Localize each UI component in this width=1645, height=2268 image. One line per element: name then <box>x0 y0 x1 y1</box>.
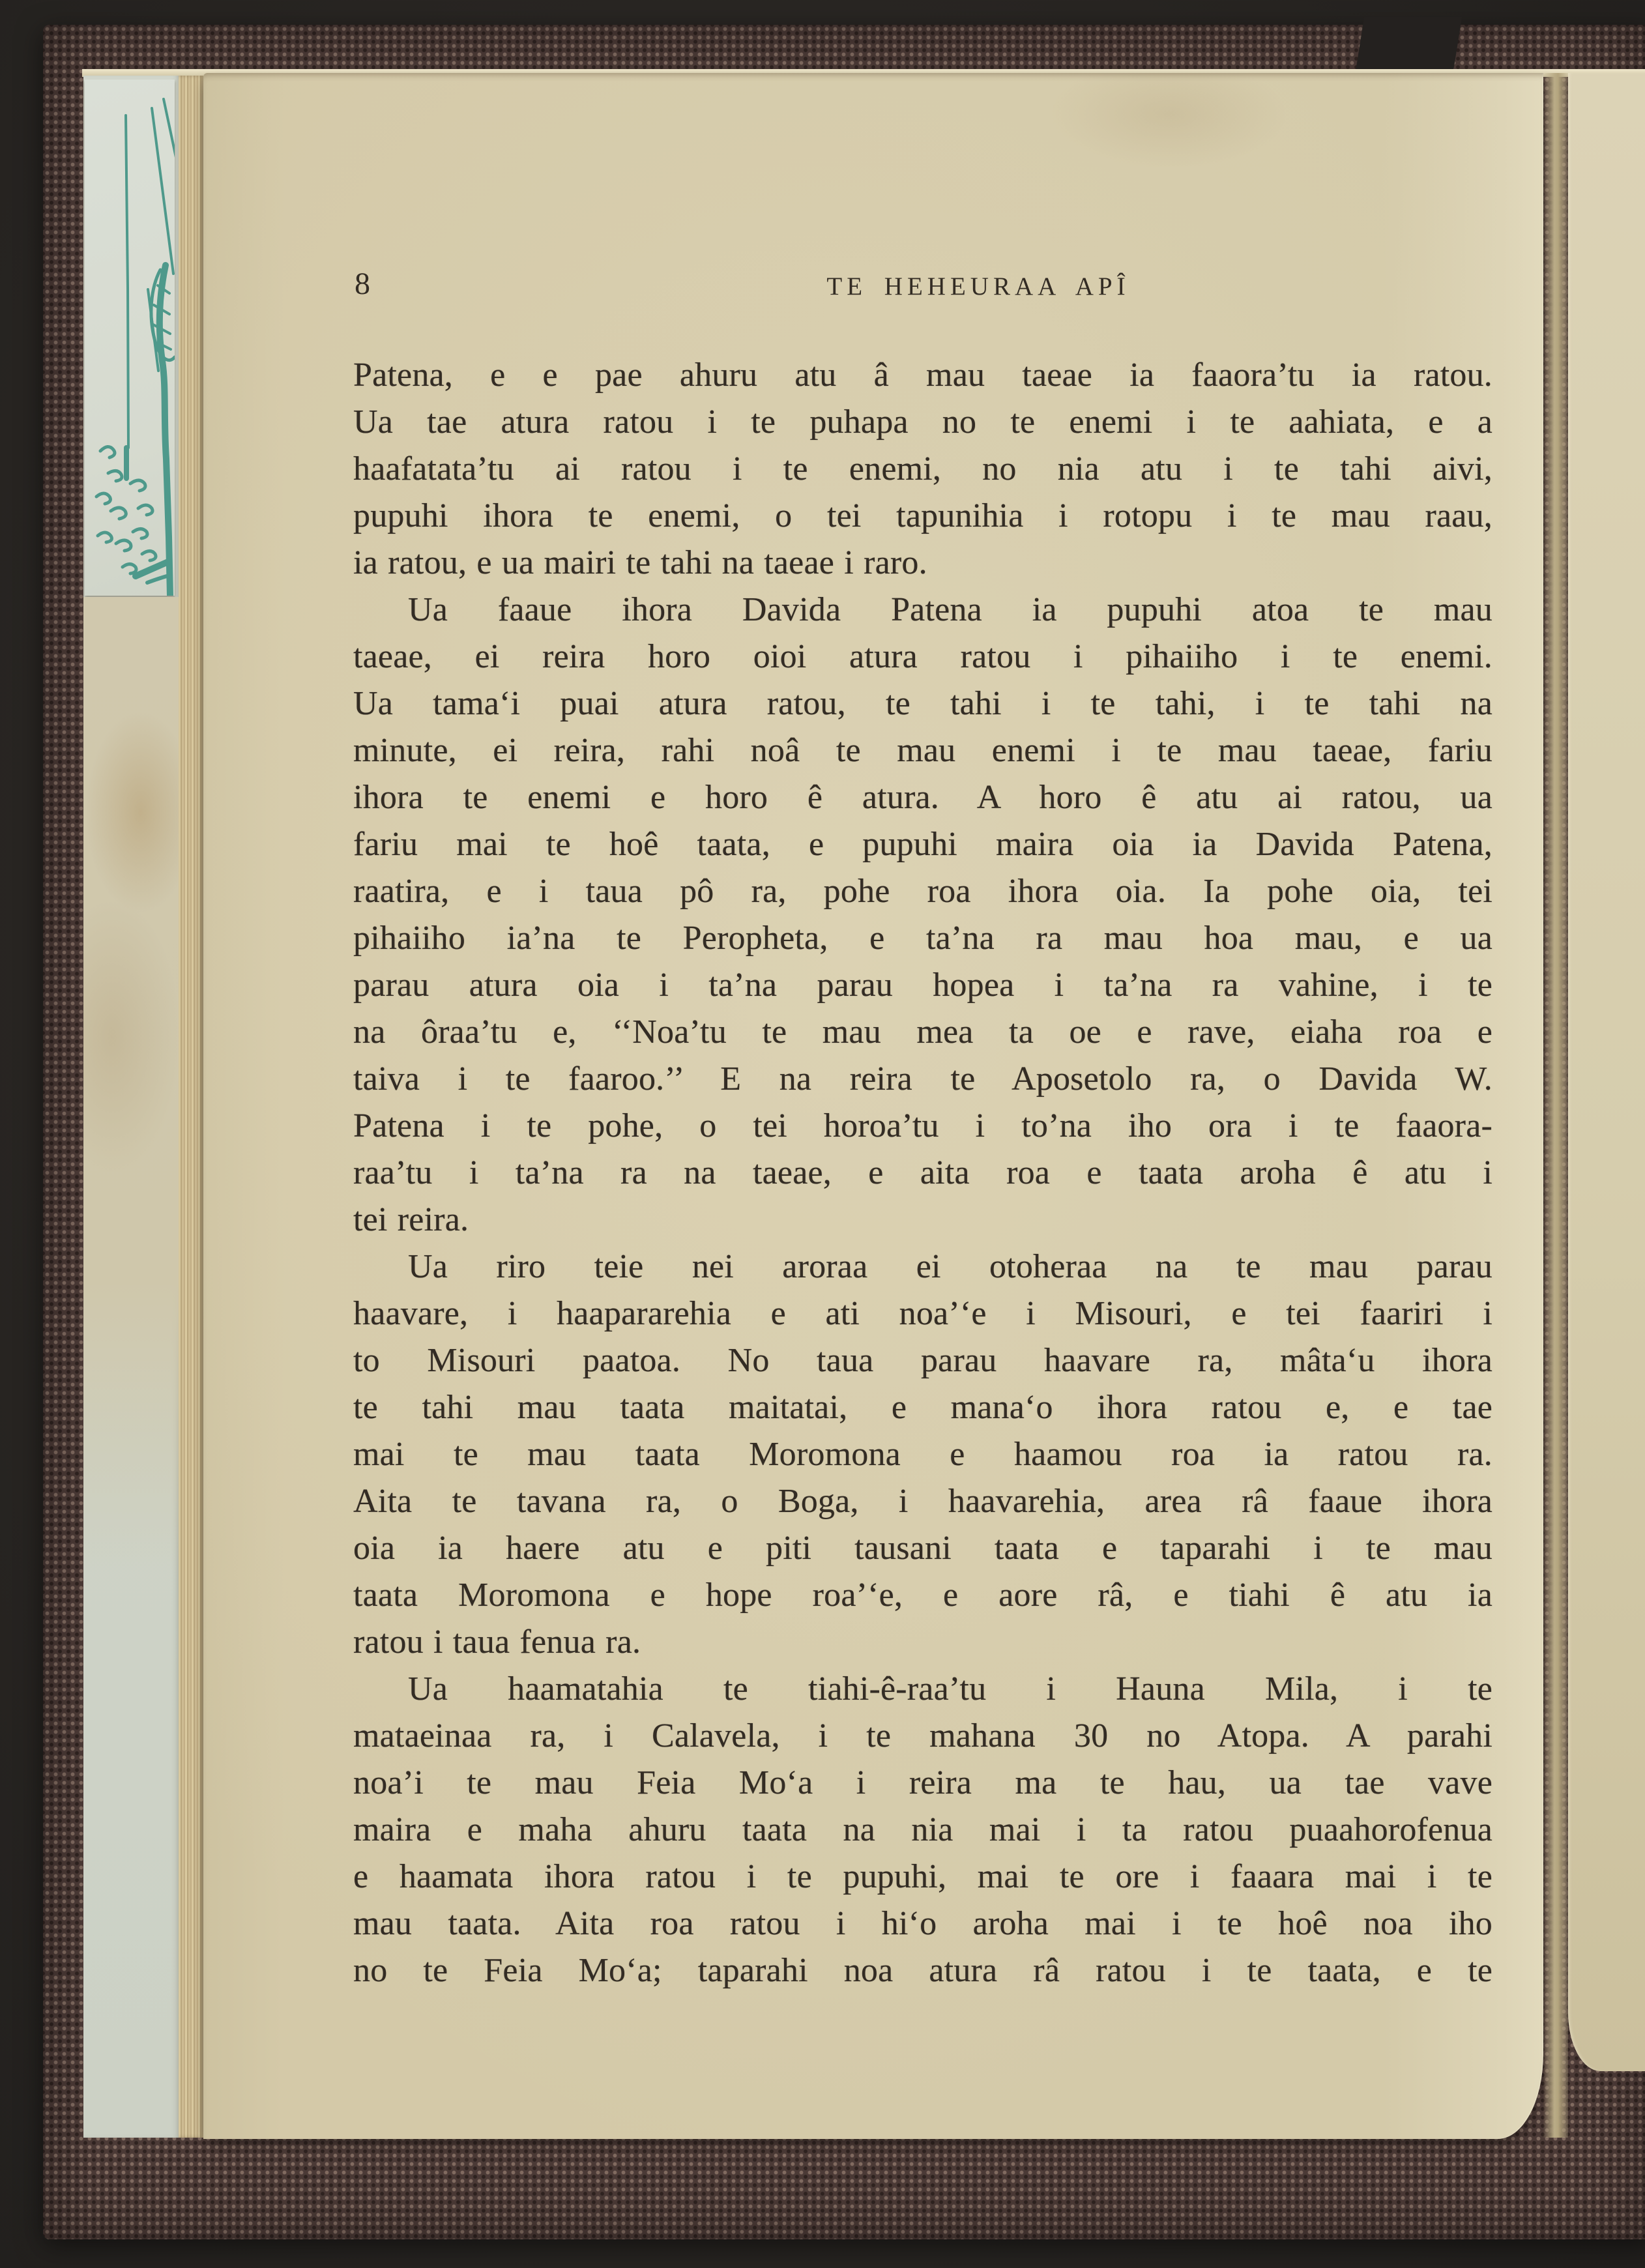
text-line: noa’i te mau Feia Mo‘a i reira ma te hau, ua tae vave <box>353 1764 1492 1801</box>
text-line: taiva i te faaroo.’’ E na reira te Aposetolo ra, o Davida W. <box>353 1060 1492 1098</box>
facing-page-sliver <box>1568 73 1645 2071</box>
text-line: taata Moromona e hope roa’‘e, e aore râ, e tiahi ê atu ia <box>353 1577 1492 1614</box>
text-line: maira e maha ahuru taata na nia mai i ta ratou puaahorofenua <box>353 1811 1492 1848</box>
gutter-crease <box>1543 73 1568 2138</box>
text-line: Patena, e e pae ahuru atu â mau taeae ia faaora’tu ia ratou. <box>353 356 1492 394</box>
endpaper-strip <box>83 76 179 2138</box>
text-line: ia ratou, e ua mairi te tahi na taeae i raro. <box>353 544 927 581</box>
text-line: pihaiiho ia’na te Peropheta, e ta’na ra mau hoa mau, e ua <box>353 920 1492 957</box>
text-line: ratou i taua fenua ra. <box>353 1623 641 1661</box>
text-line: mataeinaa ra, i Calavela, i te mahana 30 no Atopa. A parahi <box>353 1717 1492 1754</box>
text-line: taeae, ei reira horo oioi atura ratou i pihaiiho i te enemi. <box>353 638 1492 675</box>
text-line: haafatata’tu ai ratou i te enemi, no nia atu i te tahi aivi, <box>353 450 1492 487</box>
botanical-sketch <box>85 80 175 596</box>
text-line: parau atura oia i ta’na parau hopea i ta’na ra vahine, i te <box>353 967 1492 1004</box>
text-line: Aita te tavana ra, o Boga, i haavarehia, area râ faaue ihora <box>353 1483 1492 1520</box>
book-page <box>203 73 1543 2139</box>
text-line: mai te mau taata Moromona e haamou roa ia ratou ra. <box>353 1436 1492 1473</box>
text-line: mau taata. Aita roa ratou i hi‘o aroha mai i te hoê noa iho <box>353 1905 1492 1942</box>
page-number: 8 <box>355 267 370 301</box>
frontispiece-plate <box>85 80 175 596</box>
text-line: Ua haamatahia te tiahi-ê-raa’tu i Hauna Mila, i te <box>408 1670 1492 1708</box>
text-line: Patena i te pohe, o tei horoa’tu i to’na iho ora i te faaora- <box>353 1107 1492 1144</box>
text-line: e haamata ihora ratou i te pupuhi, mai te ore i faaara mai i te <box>353 1858 1492 1895</box>
text-line: raa’tu i ta’na ra na taeae, e aita roa e taata aroha ê atu i <box>353 1154 1492 1191</box>
text-line: raatira, e i taua pô ra, pohe roa ihora oia. Ia pohe oia, tei <box>353 873 1492 910</box>
text-line: haavare, i haapararehia e ati noa’‘e i Misouri, e tei faariri i <box>353 1295 1492 1332</box>
text-line: oia ia haere atu e piti tausani taata e taparahi i te mau <box>353 1530 1492 1567</box>
text-line: to Misouri paatoa. No taua parau haavare ra, mâta‘u ihora <box>353 1342 1492 1379</box>
text-line: pupuhi ihora te enemi, o tei tapunihia i rotopu i te mau raau, <box>353 497 1492 534</box>
text-line: ihora te enemi e horo ê atura. A horo ê atu ai ratou, ua <box>353 779 1492 816</box>
stacked-page-edges <box>179 76 203 2138</box>
text-line: minute, ei reira, rahi noâ te mau enemi i te mau taeae, fariu <box>353 732 1492 769</box>
text-line: Ua riro teie nei aroraa ei otoheraa na te mau parau <box>408 1248 1492 1285</box>
cover-corner-gap <box>1355 17 1462 76</box>
text-line: tei reira. <box>353 1201 469 1238</box>
text-line: Ua tae atura ratou i te puhapa no te enemi i te aahiata, e a <box>353 403 1492 441</box>
text-line: na ôraa’tu e, ‘‘Noa’tu te mau mea ta oe e rave, eiaha roa e <box>353 1013 1492 1051</box>
page-header <box>353 265 1492 310</box>
text-line: Ua tama‘i puai atura ratou, te tahi i te tahi, i te tahi na <box>353 685 1492 722</box>
text-line: no te Feia Mo‘a; taparahi noa atura râ ratou i te taata, e te <box>353 1952 1492 1989</box>
running-title: TE HEHEURAA APÎ <box>826 272 1130 300</box>
text-line: te tahi mau taata maitatai, e mana‘o ihora ratou e, e tae <box>353 1389 1492 1426</box>
stained-flyleaf <box>83 597 179 1575</box>
text-line: Ua faaue ihora Davida Patena ia pupuhi atoa te mau <box>408 591 1492 628</box>
body-text <box>353 352 1492 1994</box>
text-line: fariu mai te hoê taata, e pupuhi maira oia ia Davida Patena, <box>353 826 1492 863</box>
